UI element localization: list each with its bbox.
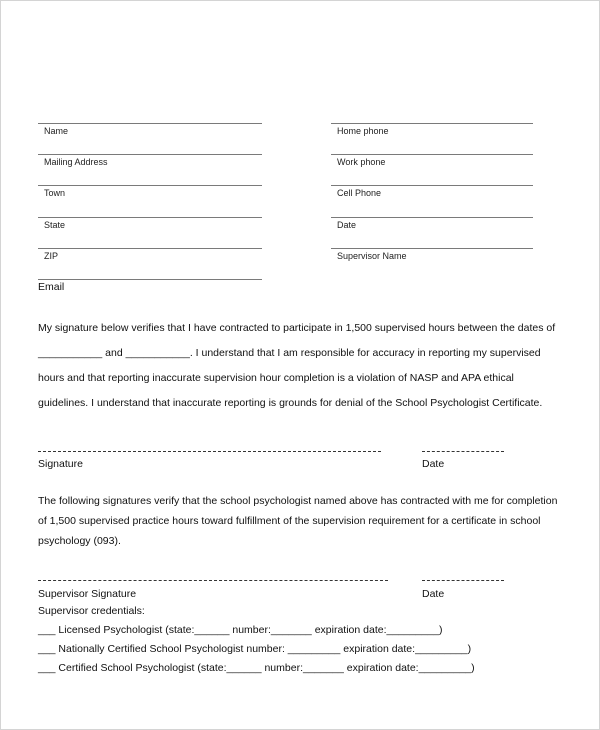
town-label: Town: [44, 188, 66, 198]
verification-line: hours and that reporting inaccurate supervision hour completion is a violation of NASP and APA ethical: [38, 372, 514, 384]
mailing-address-label: Mailing Address: [44, 157, 108, 167]
statement-line: of 1,500 supervised practice hours toward fulfillment of the supervision requirement for a certificate in school: [38, 515, 541, 527]
home-phone-label: Home phone: [337, 126, 389, 136]
statement-line: psychology (093).: [38, 535, 121, 547]
date-label: Date: [337, 220, 357, 230]
zip-field[interactable]: [38, 248, 262, 262]
email-field[interactable]: [38, 279, 262, 280]
mailing-address-field[interactable]: [38, 154, 262, 168]
verification-line: My signature below verifies that I have contracted to participate in 1,500 supervised hours between the dates of: [38, 322, 556, 334]
date-field[interactable]: [331, 217, 533, 231]
verification-line: guidelines. I understand that inaccurate reporting is grounds for denial of the School Psychologist Certificate.: [38, 397, 543, 409]
town-field[interactable]: [38, 185, 262, 199]
supervisor-name-field[interactable]: [331, 248, 533, 262]
zip-label: ZIP: [44, 251, 59, 261]
state-field[interactable]: [38, 217, 262, 231]
email-label: Email: [38, 281, 65, 293]
name-field[interactable]: [38, 123, 262, 137]
name-label: Name: [44, 126, 69, 136]
credential-certified-school-psychologist[interactable]: ___ Certified School Psychologist (state:______ number:_______ expiration date:_________): [38, 662, 475, 674]
work-phone-label: Work phone: [337, 157, 386, 167]
supervisor-date-line[interactable]: [422, 580, 504, 581]
verification-line: ___________ and ___________. I understand that I am responsible for accuracy in reporting my supervised: [38, 347, 541, 359]
signature-date-label: Date: [422, 458, 445, 470]
signature-line[interactable]: [38, 451, 381, 452]
credential-licensed-psychologist[interactable]: ___ Licensed Psychologist (state:______ number:_______ expiration date:_________): [38, 624, 443, 636]
credential-ncsp[interactable]: ___ Nationally Certified School Psychologist number: _________ expiration date:_________): [38, 643, 472, 655]
state-label: State: [44, 220, 66, 230]
work-phone-field[interactable]: [331, 154, 533, 168]
statement-line: The following signatures verify that the school psychologist named above has contracted with me for completion: [38, 495, 558, 507]
cell-phone-field[interactable]: [331, 185, 533, 199]
supervisor-signature-label: Supervisor Signature: [38, 588, 137, 600]
signature-label: Signature: [38, 458, 83, 470]
supervisor-statement: [38, 491, 564, 551]
signature-date-line[interactable]: [422, 451, 504, 452]
supervisor-date-label: Date: [422, 588, 445, 600]
home-phone-field[interactable]: [331, 123, 533, 137]
verification-paragraph: [38, 316, 564, 416]
supervisor-signature-line[interactable]: [38, 580, 388, 581]
supervisor-name-label: Supervisor Name: [337, 251, 407, 261]
credentials-heading: Supervisor credentials:: [38, 605, 145, 617]
cell-phone-label: Cell Phone: [337, 188, 382, 198]
